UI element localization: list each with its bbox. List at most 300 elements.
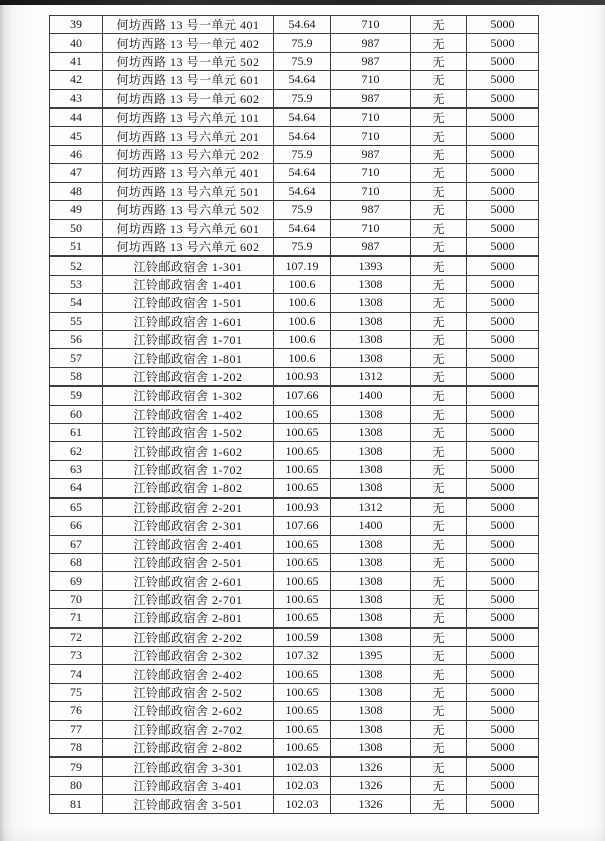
- cell-address: 何坊西路 13 号六单元 202: [103, 145, 274, 163]
- cell-amount: 1312: [331, 367, 411, 386]
- cell-amount: 1308: [331, 460, 411, 478]
- table-row: [50, 16, 539, 34]
- cell-area: 100.65: [274, 720, 331, 738]
- cell-amount: 1308: [331, 442, 411, 460]
- cell-address: 何坊西路 13 号六单元 201: [103, 127, 274, 145]
- cell-seq: 75: [50, 683, 103, 701]
- table-row: [50, 609, 539, 628]
- cell-address: 江铃邮政宿舍 2-702: [103, 720, 274, 738]
- cell-area: 54.64: [274, 164, 331, 182]
- cell-note: 无: [411, 646, 467, 664]
- cell-area: 75.9: [274, 52, 331, 70]
- table-row: [50, 590, 539, 608]
- cell-area: 75.9: [274, 237, 331, 256]
- cell-deposit: 5000: [467, 16, 539, 34]
- cell-deposit: 5000: [467, 683, 539, 701]
- table-row: [50, 34, 539, 52]
- table-row: [50, 89, 539, 108]
- cell-area: 54.64: [274, 71, 331, 89]
- cell-deposit: 5000: [467, 386, 539, 405]
- cell-note: 无: [411, 442, 467, 460]
- table-row: [50, 108, 539, 127]
- cell-note: 无: [411, 89, 467, 108]
- cell-seq: 45: [50, 127, 103, 145]
- cell-deposit: 5000: [467, 590, 539, 608]
- cell-deposit: 5000: [467, 237, 539, 256]
- cell-deposit: 5000: [467, 256, 539, 275]
- table-row: [50, 256, 539, 275]
- cell-address: 江铃邮政宿舍 1-502: [103, 424, 274, 442]
- cell-seq: 69: [50, 572, 103, 590]
- cell-amount: 710: [331, 71, 411, 89]
- cell-seq: 70: [50, 590, 103, 608]
- cell-address: 江铃邮政宿舍 2-601: [103, 572, 274, 590]
- cell-note: 无: [411, 498, 467, 517]
- cell-note: 无: [411, 219, 467, 237]
- cell-seq: 60: [50, 405, 103, 423]
- table-row: [50, 424, 539, 442]
- cell-amount: 1308: [331, 572, 411, 590]
- cell-note: 无: [411, 535, 467, 553]
- cell-address: 江铃邮政宿舍 2-402: [103, 665, 274, 683]
- cell-address: 何坊西路 13 号一单元 402: [103, 34, 274, 52]
- table-row: [50, 275, 539, 293]
- table-row: [50, 294, 539, 312]
- cell-amount: 1308: [331, 683, 411, 701]
- cell-note: 无: [411, 330, 467, 348]
- cell-amount: 987: [331, 34, 411, 52]
- cell-area: 100.65: [274, 665, 331, 683]
- cell-address: 何坊西路 13 号一单元 401: [103, 16, 274, 34]
- table-row: [50, 219, 539, 237]
- cell-amount: 1308: [331, 330, 411, 348]
- cell-seq: 51: [50, 237, 103, 256]
- cell-seq: 42: [50, 71, 103, 89]
- cell-area: 100.6: [274, 294, 331, 312]
- cell-seq: 65: [50, 498, 103, 517]
- cell-deposit: 5000: [467, 517, 539, 535]
- table-row: [50, 757, 539, 776]
- cell-address: 江铃邮政宿舍 2-202: [103, 628, 274, 647]
- cell-amount: 1308: [331, 312, 411, 330]
- cell-area: 107.66: [274, 386, 331, 405]
- cell-seq: 54: [50, 294, 103, 312]
- cell-seq: 64: [50, 479, 103, 498]
- cell-note: 无: [411, 367, 467, 386]
- cell-deposit: 5000: [467, 795, 539, 814]
- cell-note: 无: [411, 424, 467, 442]
- cell-address: 江铃邮政宿舍 2-801: [103, 609, 274, 628]
- cell-amount: 1308: [331, 609, 411, 628]
- cell-deposit: 5000: [467, 201, 539, 219]
- cell-area: 100.6: [274, 275, 331, 293]
- cell-note: 无: [411, 720, 467, 738]
- cell-address: 江铃邮政宿舍 1-202: [103, 367, 274, 386]
- cell-seq: 77: [50, 720, 103, 738]
- cell-area: 100.65: [274, 683, 331, 701]
- cell-note: 无: [411, 164, 467, 182]
- cell-deposit: 5000: [467, 609, 539, 628]
- cell-deposit: 5000: [467, 127, 539, 145]
- cell-deposit: 5000: [467, 442, 539, 460]
- cell-deposit: 5000: [467, 219, 539, 237]
- cell-address: 江铃邮政宿舍 1-301: [103, 256, 274, 275]
- cell-note: 无: [411, 683, 467, 701]
- cell-area: 100.65: [274, 442, 331, 460]
- cell-area: 102.03: [274, 757, 331, 776]
- cell-amount: 710: [331, 164, 411, 182]
- table-row: [50, 52, 539, 70]
- cell-address: 江铃邮政宿舍 2-302: [103, 646, 274, 664]
- cell-seq: 49: [50, 201, 103, 219]
- cell-deposit: 5000: [467, 535, 539, 553]
- cell-amount: 987: [331, 201, 411, 219]
- cell-deposit: 5000: [467, 182, 539, 200]
- cell-amount: 1308: [331, 349, 411, 367]
- cell-note: 无: [411, 386, 467, 405]
- cell-address: 江铃邮政宿舍 2-701: [103, 590, 274, 608]
- cell-deposit: 5000: [467, 71, 539, 89]
- cell-note: 无: [411, 52, 467, 70]
- cell-seq: 47: [50, 164, 103, 182]
- table-row: [50, 553, 539, 571]
- cell-area: 100.65: [274, 609, 331, 628]
- cell-address: 何坊西路 13 号一单元 502: [103, 52, 274, 70]
- cell-amount: 1326: [331, 795, 411, 814]
- table-row: [50, 164, 539, 182]
- cell-address: 江铃邮政宿舍 1-402: [103, 405, 274, 423]
- cell-seq: 76: [50, 702, 103, 720]
- cell-amount: 710: [331, 219, 411, 237]
- cell-amount: 1326: [331, 776, 411, 794]
- cell-deposit: 5000: [467, 294, 539, 312]
- table-row: [50, 237, 539, 256]
- table-row: [50, 330, 539, 348]
- table-row: [50, 720, 539, 738]
- cell-area: 75.9: [274, 34, 331, 52]
- cell-seq: 72: [50, 628, 103, 647]
- cell-amount: 1308: [331, 590, 411, 608]
- cell-address: 江铃邮政宿舍 2-401: [103, 535, 274, 553]
- property-listing-table: [49, 15, 539, 814]
- cell-note: 无: [411, 776, 467, 794]
- cell-deposit: 5000: [467, 367, 539, 386]
- cell-note: 无: [411, 609, 467, 628]
- cell-note: 无: [411, 517, 467, 535]
- cell-seq: 55: [50, 312, 103, 330]
- cell-address: 江铃邮政宿舍 3-301: [103, 757, 274, 776]
- cell-seq: 68: [50, 553, 103, 571]
- cell-deposit: 5000: [467, 424, 539, 442]
- cell-note: 无: [411, 572, 467, 590]
- cell-note: 无: [411, 553, 467, 571]
- cell-area: 54.64: [274, 219, 331, 237]
- cell-deposit: 5000: [467, 108, 539, 127]
- cell-address: 江铃邮政宿舍 2-502: [103, 683, 274, 701]
- cell-area: 54.64: [274, 16, 331, 34]
- cell-address: 江铃邮政宿舍 1-702: [103, 460, 274, 478]
- cell-area: 102.03: [274, 776, 331, 794]
- cell-deposit: 5000: [467, 720, 539, 738]
- table-row: [50, 127, 539, 145]
- cell-note: 无: [411, 479, 467, 498]
- cell-amount: 1308: [331, 275, 411, 293]
- cell-amount: 1312: [331, 498, 411, 517]
- table-row: [50, 739, 539, 758]
- cell-amount: 1308: [331, 479, 411, 498]
- cell-seq: 73: [50, 646, 103, 664]
- cell-note: 无: [411, 127, 467, 145]
- cell-amount: 1308: [331, 628, 411, 647]
- cell-address: 何坊西路 13 号六单元 502: [103, 201, 274, 219]
- cell-seq: 53: [50, 275, 103, 293]
- cell-seq: 81: [50, 795, 103, 814]
- cell-deposit: 5000: [467, 312, 539, 330]
- cell-amount: 1308: [331, 294, 411, 312]
- cell-note: 无: [411, 16, 467, 34]
- cell-address: 江铃邮政宿舍 1-401: [103, 275, 274, 293]
- cell-seq: 44: [50, 108, 103, 127]
- table-row: [50, 201, 539, 219]
- cell-area: 100.93: [274, 498, 331, 517]
- cell-address: 何坊西路 13 号一单元 602: [103, 89, 274, 108]
- cell-amount: 1308: [331, 665, 411, 683]
- cell-note: 无: [411, 312, 467, 330]
- cell-address: 江铃邮政宿舍 1-302: [103, 386, 274, 405]
- cell-deposit: 5000: [467, 275, 539, 293]
- table-row: [50, 479, 539, 498]
- cell-area: 100.65: [274, 405, 331, 423]
- cell-note: 无: [411, 201, 467, 219]
- cell-amount: 987: [331, 145, 411, 163]
- cell-amount: 1326: [331, 757, 411, 776]
- table-row: [50, 460, 539, 478]
- cell-seq: 39: [50, 16, 103, 34]
- cell-seq: 40: [50, 34, 103, 52]
- cell-amount: 710: [331, 127, 411, 145]
- cell-amount: 1308: [331, 739, 411, 758]
- cell-address: 江铃邮政宿舍 1-701: [103, 330, 274, 348]
- cell-area: 100.6: [274, 330, 331, 348]
- cell-note: 无: [411, 237, 467, 256]
- cell-seq: 78: [50, 739, 103, 758]
- cell-note: 无: [411, 739, 467, 758]
- table-row: [50, 535, 539, 553]
- cell-area: 107.66: [274, 517, 331, 535]
- cell-seq: 41: [50, 52, 103, 70]
- cell-address: 何坊西路 13 号六单元 601: [103, 219, 274, 237]
- table-row: [50, 665, 539, 683]
- cell-seq: 66: [50, 517, 103, 535]
- table-row: [50, 646, 539, 664]
- cell-address: 江铃邮政宿舍 3-401: [103, 776, 274, 794]
- cell-seq: 58: [50, 367, 103, 386]
- cell-address: 何坊西路 13 号六单元 401: [103, 164, 274, 182]
- cell-amount: 987: [331, 237, 411, 256]
- cell-deposit: 5000: [467, 739, 539, 758]
- cell-area: 102.03: [274, 795, 331, 814]
- cell-note: 无: [411, 256, 467, 275]
- table-row: [50, 405, 539, 423]
- table-row: [50, 702, 539, 720]
- table-row: [50, 628, 539, 647]
- cell-amount: 1393: [331, 256, 411, 275]
- cell-address: 江铃邮政宿舍 1-801: [103, 349, 274, 367]
- cell-amount: 1308: [331, 553, 411, 571]
- cell-deposit: 5000: [467, 145, 539, 163]
- table-row: [50, 71, 539, 89]
- cell-seq: 80: [50, 776, 103, 794]
- cell-address: 何坊西路 13 号六单元 101: [103, 108, 274, 127]
- cell-seq: 62: [50, 442, 103, 460]
- cell-area: 75.9: [274, 145, 331, 163]
- cell-amount: 710: [331, 16, 411, 34]
- cell-seq: 79: [50, 757, 103, 776]
- cell-note: 无: [411, 460, 467, 478]
- table-row: [50, 312, 539, 330]
- table-row: [50, 683, 539, 701]
- table-row: [50, 795, 539, 814]
- cell-note: 无: [411, 702, 467, 720]
- cell-address: 江铃邮政宿舍 1-601: [103, 312, 274, 330]
- cell-amount: 1308: [331, 535, 411, 553]
- cell-area: 54.64: [274, 108, 331, 127]
- cell-area: 107.32: [274, 646, 331, 664]
- cell-area: 107.19: [274, 256, 331, 275]
- cell-area: 100.65: [274, 479, 331, 498]
- cell-deposit: 5000: [467, 164, 539, 182]
- table-row: [50, 517, 539, 535]
- cell-seq: 56: [50, 330, 103, 348]
- cell-area: 100.65: [274, 460, 331, 478]
- table-row: [50, 367, 539, 386]
- cell-deposit: 5000: [467, 89, 539, 108]
- cell-note: 无: [411, 757, 467, 776]
- cell-seq: 67: [50, 535, 103, 553]
- table-row: [50, 572, 539, 590]
- cell-note: 无: [411, 590, 467, 608]
- cell-note: 无: [411, 71, 467, 89]
- cell-amount: 1308: [331, 702, 411, 720]
- cell-area: 100.65: [274, 702, 331, 720]
- cell-seq: 59: [50, 386, 103, 405]
- cell-amount: 987: [331, 89, 411, 108]
- cell-note: 无: [411, 294, 467, 312]
- cell-amount: 1400: [331, 386, 411, 405]
- table-row: [50, 498, 539, 517]
- table-row: [50, 442, 539, 460]
- cell-deposit: 5000: [467, 646, 539, 664]
- cell-area: 100.59: [274, 628, 331, 647]
- cell-area: 100.6: [274, 349, 331, 367]
- cell-deposit: 5000: [467, 776, 539, 794]
- cell-seq: 50: [50, 219, 103, 237]
- cell-area: 75.9: [274, 89, 331, 108]
- cell-deposit: 5000: [467, 52, 539, 70]
- cell-address: 江铃邮政宿舍 2-201: [103, 498, 274, 517]
- cell-amount: 1308: [331, 720, 411, 738]
- cell-address: 江铃邮政宿舍 2-301: [103, 517, 274, 535]
- cell-area: 75.9: [274, 201, 331, 219]
- cell-note: 无: [411, 795, 467, 814]
- cell-deposit: 5000: [467, 553, 539, 571]
- cell-amount: 710: [331, 108, 411, 127]
- table-row: [50, 182, 539, 200]
- cell-address: 江铃邮政宿舍 2-602: [103, 702, 274, 720]
- cell-address: 江铃邮政宿舍 3-501: [103, 795, 274, 814]
- cell-area: 100.65: [274, 572, 331, 590]
- cell-deposit: 5000: [467, 498, 539, 517]
- cell-note: 无: [411, 34, 467, 52]
- cell-deposit: 5000: [467, 330, 539, 348]
- cell-address: 何坊西路 13 号六单元 501: [103, 182, 274, 200]
- cell-area: 100.65: [274, 424, 331, 442]
- table-body: [50, 16, 539, 814]
- cell-address: 江铃邮政宿舍 1-602: [103, 442, 274, 460]
- cell-deposit: 5000: [467, 757, 539, 776]
- cell-seq: 61: [50, 424, 103, 442]
- cell-seq: 71: [50, 609, 103, 628]
- cell-note: 无: [411, 108, 467, 127]
- scan-top-edge-artifact: [0, 0, 605, 5]
- cell-address: 何坊西路 13 号六单元 602: [103, 237, 274, 256]
- cell-address: 江铃邮政宿舍 1-501: [103, 294, 274, 312]
- cell-area: 54.64: [274, 182, 331, 200]
- cell-deposit: 5000: [467, 572, 539, 590]
- table-row: [50, 145, 539, 163]
- table-row: [50, 776, 539, 794]
- cell-amount: 1308: [331, 405, 411, 423]
- cell-deposit: 5000: [467, 349, 539, 367]
- cell-deposit: 5000: [467, 34, 539, 52]
- cell-deposit: 5000: [467, 405, 539, 423]
- cell-area: 100.93: [274, 367, 331, 386]
- cell-seq: 46: [50, 145, 103, 163]
- cell-deposit: 5000: [467, 665, 539, 683]
- table-row: [50, 349, 539, 367]
- cell-deposit: 5000: [467, 702, 539, 720]
- cell-note: 无: [411, 275, 467, 293]
- cell-address: 何坊西路 13 号一单元 601: [103, 71, 274, 89]
- table-row: [50, 386, 539, 405]
- cell-note: 无: [411, 628, 467, 647]
- cell-note: 无: [411, 182, 467, 200]
- cell-amount: 987: [331, 52, 411, 70]
- cell-deposit: 5000: [467, 628, 539, 647]
- cell-note: 无: [411, 665, 467, 683]
- cell-note: 无: [411, 405, 467, 423]
- cell-seq: 57: [50, 349, 103, 367]
- cell-seq: 52: [50, 256, 103, 275]
- cell-area: 100.65: [274, 739, 331, 758]
- cell-area: 100.65: [274, 553, 331, 571]
- cell-deposit: 5000: [467, 479, 539, 498]
- cell-note: 无: [411, 349, 467, 367]
- cell-address: 江铃邮政宿舍 2-501: [103, 553, 274, 571]
- cell-address: 江铃邮政宿舍 2-802: [103, 739, 274, 758]
- cell-area: 100.65: [274, 590, 331, 608]
- cell-seq: 74: [50, 665, 103, 683]
- cell-deposit: 5000: [467, 460, 539, 478]
- cell-area: 54.64: [274, 127, 331, 145]
- cell-seq: 48: [50, 182, 103, 200]
- cell-area: 100.65: [274, 535, 331, 553]
- cell-amount: 1400: [331, 517, 411, 535]
- cell-address: 江铃邮政宿舍 1-802: [103, 479, 274, 498]
- cell-amount: 710: [331, 182, 411, 200]
- cell-seq: 43: [50, 89, 103, 108]
- cell-area: 100.6: [274, 312, 331, 330]
